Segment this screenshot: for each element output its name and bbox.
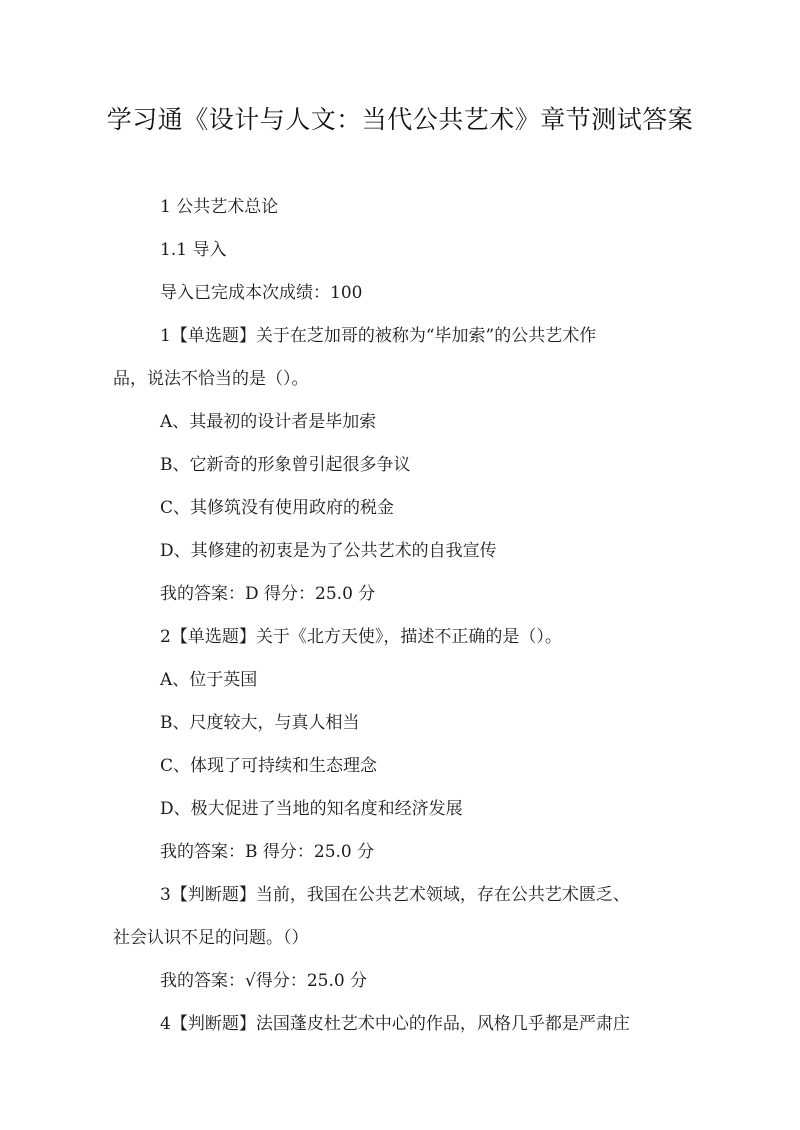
question-2-option-c: C、体现了可持续和生态理念: [160, 756, 378, 776]
question-2-stem: 2【单选题】关于《北方天使》，描述不正确的是（）。: [160, 627, 562, 647]
question-4-stem: 4【判断题】法国蓬皮杜艺术中心的作品，风格几乎都是严肃庄: [160, 1014, 630, 1034]
question-2-option-a: A、位于英国: [160, 670, 258, 690]
section-status: 导入已完成本次成绩：100: [160, 283, 363, 303]
section-heading: 1.1 导入: [160, 240, 227, 260]
question-1-stem-continued: 品，说法不恰当的是（）。: [113, 369, 309, 389]
chapter-heading: 1 公共艺术总论: [160, 197, 279, 217]
question-2-option-b: B、尺度较大，与真人相当: [160, 713, 360, 733]
question-2-answer: 我的答案：B 得分：25.0 分: [160, 842, 375, 862]
question-1-option-c: C、其修筑没有使用政府的税金: [160, 498, 395, 518]
question-1-option-a: A、其最初的设计者是毕加索: [160, 412, 377, 432]
question-1-answer: 我的答案：D 得分：25.0 分: [160, 584, 376, 604]
question-3-stem-continued: 社会认识不足的问题。（）: [113, 928, 309, 948]
document-body: [113, 186, 693, 1046]
document-title: 学习通《设计与人文：当代公共艺术》章节测试答案: [106, 105, 694, 134]
question-2-option-d: D、极大促进了当地的知名度和经济发展: [160, 799, 463, 819]
question-3-stem: 3【判断题】当前，我国在公共艺术领域，存在公共艺术匮乏、: [160, 885, 630, 905]
question-1-stem: 1【单选题】关于在芝加哥的被称为“毕加索”的公共艺术作: [160, 326, 597, 346]
question-3-answer: 我的答案：√得分：25.0 分: [160, 971, 368, 991]
question-1-option-d: D、其修建的初衷是为了公共艺术的自我宣传: [160, 541, 497, 561]
question-1-option-b: B、它新奇的形象曾引起很多争议: [160, 455, 411, 475]
